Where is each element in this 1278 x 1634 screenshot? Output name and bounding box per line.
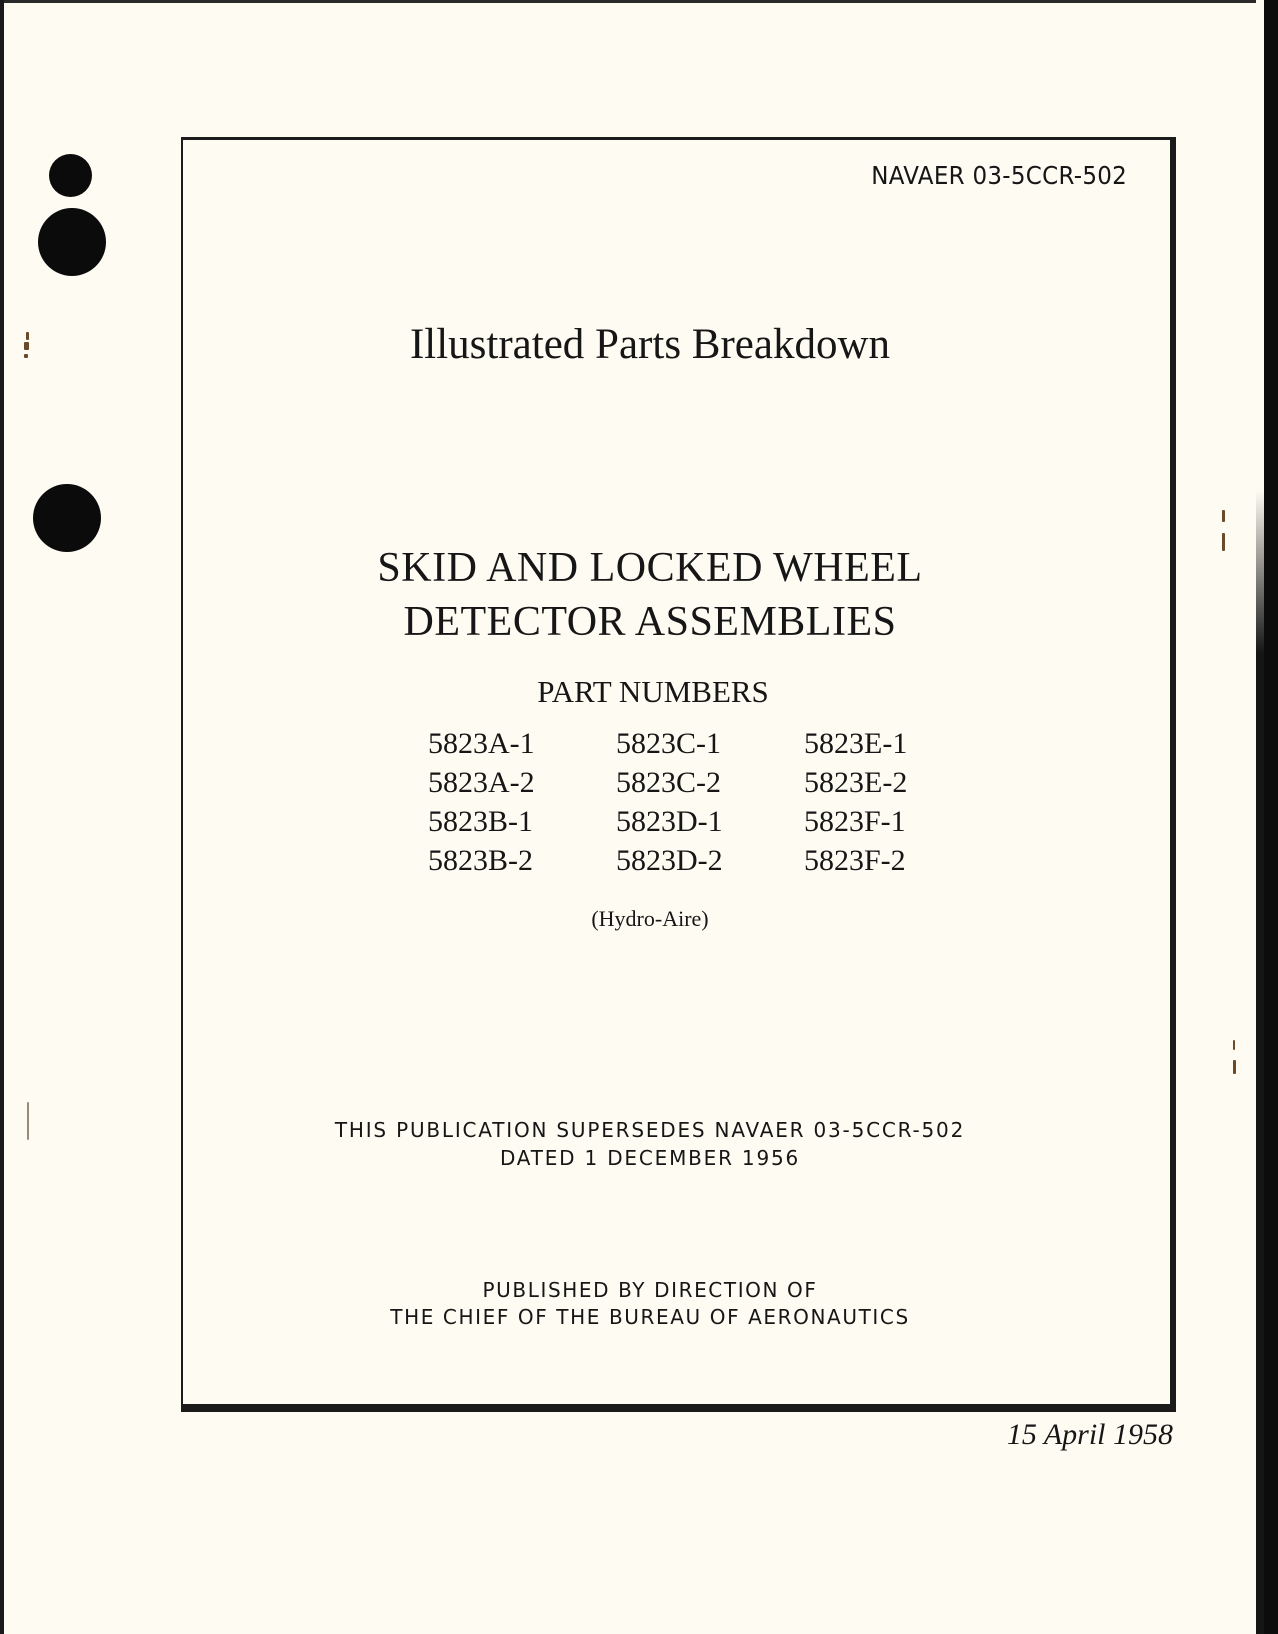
scan-edge-right [1264, 0, 1278, 1634]
part-number: 5823B-2 [428, 844, 533, 877]
part-number: 5823D-2 [616, 844, 723, 877]
staple-mark-icon [1222, 510, 1225, 522]
document-type-heading: Illustrated Parts Breakdown [409, 321, 891, 368]
document-title-line-2: DETECTOR ASSEMBLIES [403, 599, 897, 645]
scan-edge-left [0, 0, 4, 1634]
authority-line-2: THE CHIEF OF THE BUREAU OF AERONAUTICS [390, 1305, 910, 1329]
issue-date: 15 April 1958 [1006, 1418, 1173, 1451]
binding-hole-icon [33, 484, 101, 552]
supersedes-notice-line-1: THIS PUBLICATION SUPERSEDES NAVAER 03-5CCR-502 [334, 1118, 966, 1142]
part-number: 5823C-1 [616, 727, 721, 760]
part-number: 5823D-1 [616, 805, 723, 838]
manufacturer-label: (Hydro-Aire) [591, 906, 709, 931]
supersedes-notice-line-2: DATED 1 DECEMBER 1956 [499, 1146, 801, 1170]
part-number: 5823B-1 [428, 805, 533, 838]
binding-hole-icon [49, 154, 92, 197]
scan-edge-shadow [1256, 0, 1264, 1634]
document-number: NAVAER 03-5CCR-502 [871, 161, 1127, 190]
staple-mark-icon [1233, 1060, 1236, 1074]
part-number: 5823A-2 [428, 766, 535, 799]
part-number: 5823F-2 [804, 844, 906, 877]
scan-edge-top [0, 0, 1278, 3]
authority-line-1: PUBLISHED BY DIRECTION OF [482, 1278, 818, 1302]
part-numbers-heading: PART NUMBERS [537, 674, 769, 709]
part-number: 5823A-1 [428, 727, 535, 760]
part-number: 5823E-1 [804, 727, 908, 760]
part-number: 5823C-2 [616, 766, 721, 799]
document-title-line-1: SKID AND LOCKED WHEEL [377, 545, 923, 591]
binding-hole-icon [38, 208, 106, 276]
part-numbers-grid [428, 727, 964, 883]
part-number: 5823E-2 [804, 766, 908, 799]
part-number: 5823F-1 [804, 805, 906, 838]
staple-mark-icon [1233, 1040, 1235, 1050]
